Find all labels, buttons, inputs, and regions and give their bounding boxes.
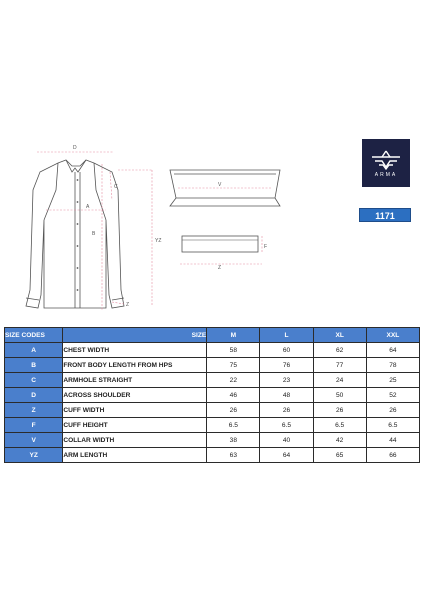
label-yz: YZ	[155, 238, 162, 244]
measurement-label-cell: CHEST WIDTH	[63, 343, 207, 358]
table-row	[5, 388, 420, 403]
measurement-value-cell: 26	[366, 403, 419, 418]
measurement-value-cell: 26	[313, 403, 366, 418]
measurement-value-cell: 62	[313, 343, 366, 358]
table-row	[5, 343, 420, 358]
measurement-value-cell: 63	[207, 448, 260, 463]
table-row	[5, 403, 420, 418]
measurement-value-cell: 64	[260, 448, 313, 463]
table-row	[5, 358, 420, 373]
size-table	[4, 327, 420, 463]
measurement-value-cell: 66	[366, 448, 419, 463]
measurement-label-cell: CUFF HEIGHT	[63, 418, 207, 433]
measurement-label-cell: CUFF WIDTH	[63, 403, 207, 418]
measurement-value-cell: 22	[207, 373, 260, 388]
measurement-value-cell: 6.5	[260, 418, 313, 433]
label-cuff-z: Z	[218, 265, 222, 271]
cuff-illustration	[182, 236, 258, 252]
table-header-row	[5, 328, 420, 343]
brand-logo	[362, 139, 410, 187]
measurement-value-cell: 6.5	[313, 418, 366, 433]
header-size-codes: SIZE CODES	[5, 328, 63, 343]
measurement-value-cell: 65	[313, 448, 366, 463]
label-cuff-f: F	[264, 244, 268, 250]
brand-name: ARMA	[374, 172, 398, 178]
measurement-value-cell: 78	[366, 358, 419, 373]
measurement-value-cell: 25	[366, 373, 419, 388]
header-size-xxl: XXL	[366, 328, 419, 343]
label-a: A	[86, 204, 90, 210]
measurement-value-cell: 38	[207, 433, 260, 448]
measurement-label-cell: ACROSS SHOULDER	[63, 388, 207, 403]
label-z: Z	[126, 302, 130, 308]
shirt-illustration	[26, 160, 124, 308]
label-v: V	[218, 182, 222, 188]
size-code-cell: V	[5, 433, 63, 448]
measurement-value-cell: 77	[313, 358, 366, 373]
measurement-value-cell: 48	[260, 388, 313, 403]
measurement-value-cell: 26	[260, 403, 313, 418]
size-code-cell: F	[5, 418, 63, 433]
measurement-value-cell: 26	[207, 403, 260, 418]
label-c: C	[114, 184, 118, 190]
arma-wing-logo-icon	[362, 139, 410, 187]
measurement-label-cell: COLLAR WIDTH	[63, 433, 207, 448]
measurement-value-cell: 6.5	[207, 418, 260, 433]
header-size-l: L	[260, 328, 313, 343]
table-row	[5, 433, 420, 448]
size-code-cell: YZ	[5, 448, 63, 463]
measurement-value-cell: 6.5	[366, 418, 419, 433]
header-size-xl: XL	[313, 328, 366, 343]
measurement-label-cell: ARM LENGTH	[63, 448, 207, 463]
shirt-buttons	[77, 179, 79, 291]
size-code-cell: Z	[5, 403, 63, 418]
measurement-value-cell: 42	[313, 433, 366, 448]
measurement-value-cell: 60	[260, 343, 313, 358]
size-code-cell: C	[5, 373, 63, 388]
label-b: B	[92, 231, 96, 237]
table-row	[5, 373, 420, 388]
label-d: D	[73, 145, 77, 151]
size-code-cell: A	[5, 343, 63, 358]
measurement-value-cell: 76	[260, 358, 313, 373]
measurement-label-cell: ARMHOLE STRAIGHT	[63, 373, 207, 388]
measurement-value-cell: 64	[366, 343, 419, 358]
measurement-value-cell: 40	[260, 433, 313, 448]
header-size-m: M	[207, 328, 260, 343]
measurement-value-cell: 52	[366, 388, 419, 403]
table-row	[5, 418, 420, 433]
table-row	[5, 448, 420, 463]
measurement-value-cell: 44	[366, 433, 419, 448]
measurement-value-cell: 23	[260, 373, 313, 388]
measurement-label-cell: FRONT BODY LENGTH FROM HPS	[63, 358, 207, 373]
measurement-value-cell: 50	[313, 388, 366, 403]
shirt-measurement-diagram	[0, 130, 424, 320]
measurement-value-cell: 46	[207, 388, 260, 403]
size-table-body	[5, 343, 420, 463]
measurement-value-cell: 24	[313, 373, 366, 388]
size-code-cell: D	[5, 388, 63, 403]
measurement-value-cell: 75	[207, 358, 260, 373]
product-code: 1171	[359, 208, 411, 222]
header-size: SIZE	[63, 328, 207, 343]
size-code-cell: B	[5, 358, 63, 373]
measurement-value-cell: 58	[207, 343, 260, 358]
